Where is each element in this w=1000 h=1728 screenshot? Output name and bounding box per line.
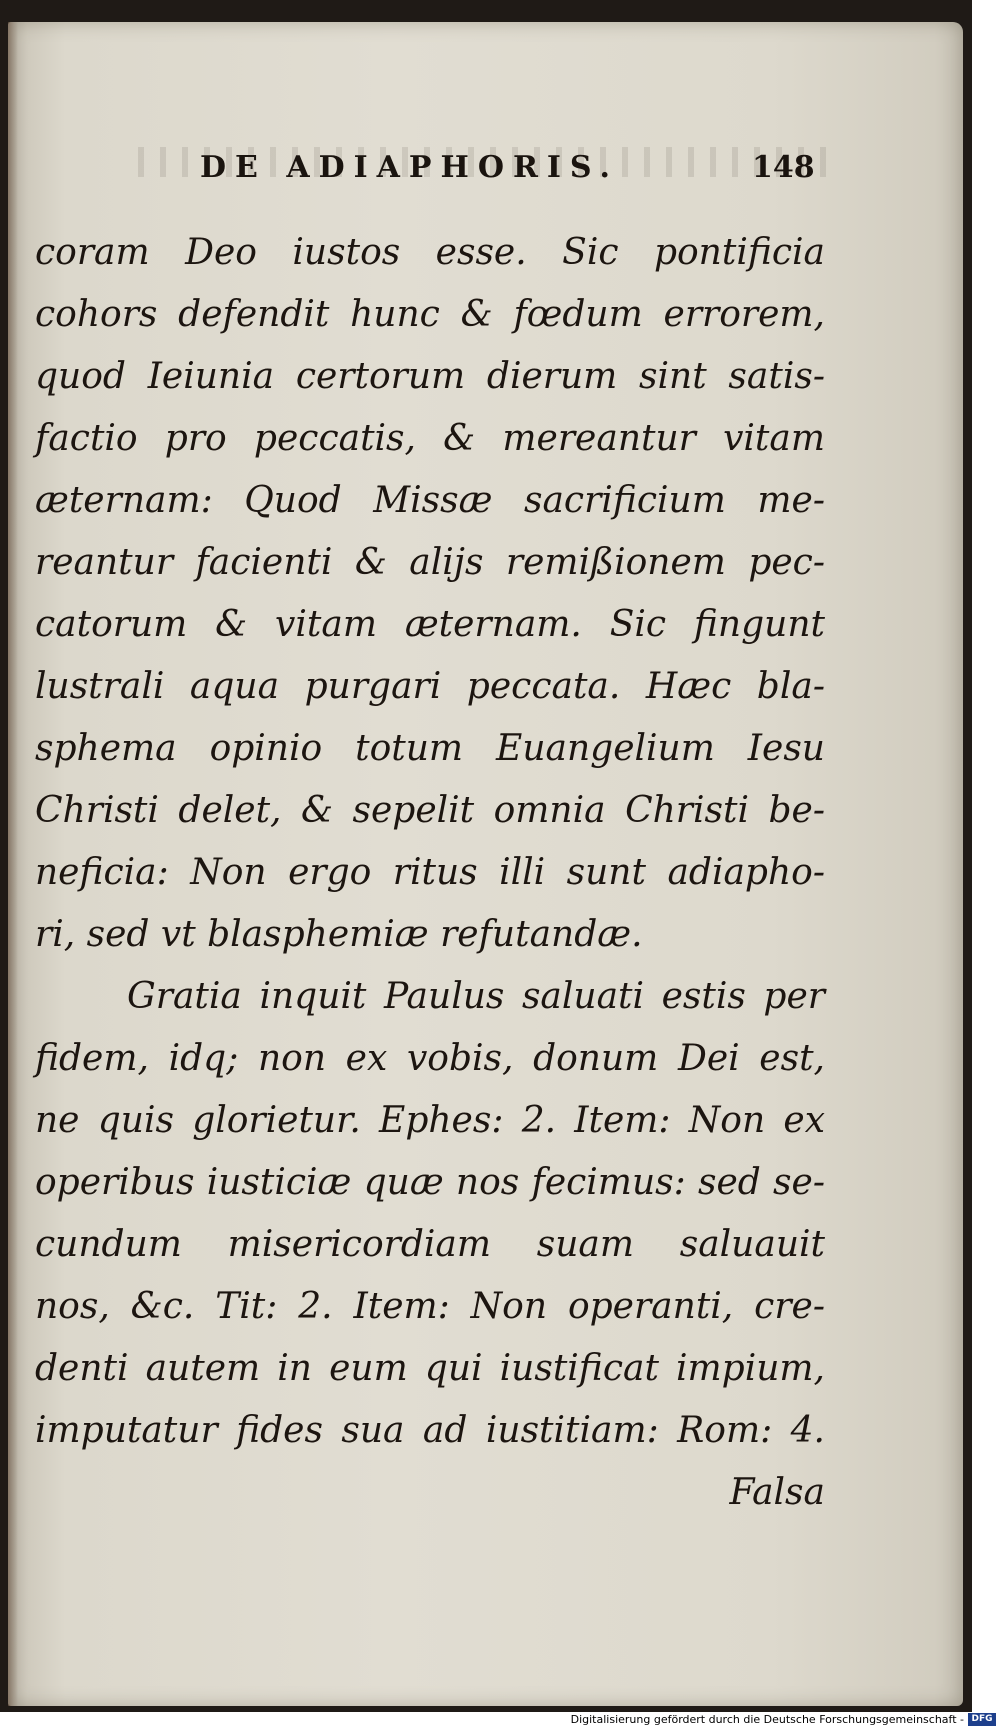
text-line: cohors defendit hunc & fœdum errorem,: [35, 294, 825, 335]
digitization-credit: Digitalisierung gefördert durch die Deutsche Forschungsgemeinschaft -: [570, 1713, 964, 1726]
running-head: DE ADIAPHORIS.: [200, 150, 619, 185]
text-line: denti autem in eum qui iustificat impium,: [35, 1348, 825, 1389]
text-line: coram Deo iustos esse. Sic pontificia: [35, 232, 825, 273]
text-line: quod Ieiunia certorum dierum sint satis-: [35, 356, 825, 397]
dfg-logo: DFG: [968, 1713, 996, 1726]
text-line: neficia: Non ergo ritus illi sunt adiapho-: [35, 852, 825, 893]
paragraph-start-line: Gratia inquit Paulus saluati estis per: [127, 976, 825, 1017]
text-line: cundum misericordiam suam saluauit: [35, 1224, 825, 1265]
catchword: Falsa: [729, 1472, 825, 1513]
text-line: factio pro peccatis, & mereantur vitam: [35, 418, 825, 459]
text-line: ri, sed vt blasphemiæ refutandæ.: [35, 914, 643, 955]
body-text: [35, 222, 825, 1524]
text-line: imputatur fides sua ad iustitiam: Rom: 4.: [35, 1410, 825, 1451]
text-line: reantur facienti & alijs remißionem pec-: [35, 542, 825, 583]
text-line: catorum & vitam æternam. Sic fingunt: [35, 604, 825, 645]
text-line: fidem, idq; non ex vobis, donum Dei est,: [35, 1038, 825, 1079]
text-line: operibus iusticiæ quæ nos fecimus: sed se-: [35, 1162, 825, 1203]
page-number: 148: [752, 150, 815, 185]
text-line: æternam: Quod Missæ sacrificium me-: [35, 480, 825, 521]
text-line: ne quis glorietur. Ephes: 2. Item: Non ex: [35, 1100, 825, 1141]
text-line: Christi delet, & sepelit omnia Christi be-: [35, 790, 825, 831]
page-edge: [8, 22, 18, 1706]
text-line: nos, &c. Tit: 2. Item: Non operanti, cre-: [35, 1286, 825, 1327]
text-line: sphema opinio totum Euangelium Iesu: [35, 728, 825, 769]
text-line: lustrali aqua purgari peccata. Hæc bla-: [35, 666, 825, 707]
